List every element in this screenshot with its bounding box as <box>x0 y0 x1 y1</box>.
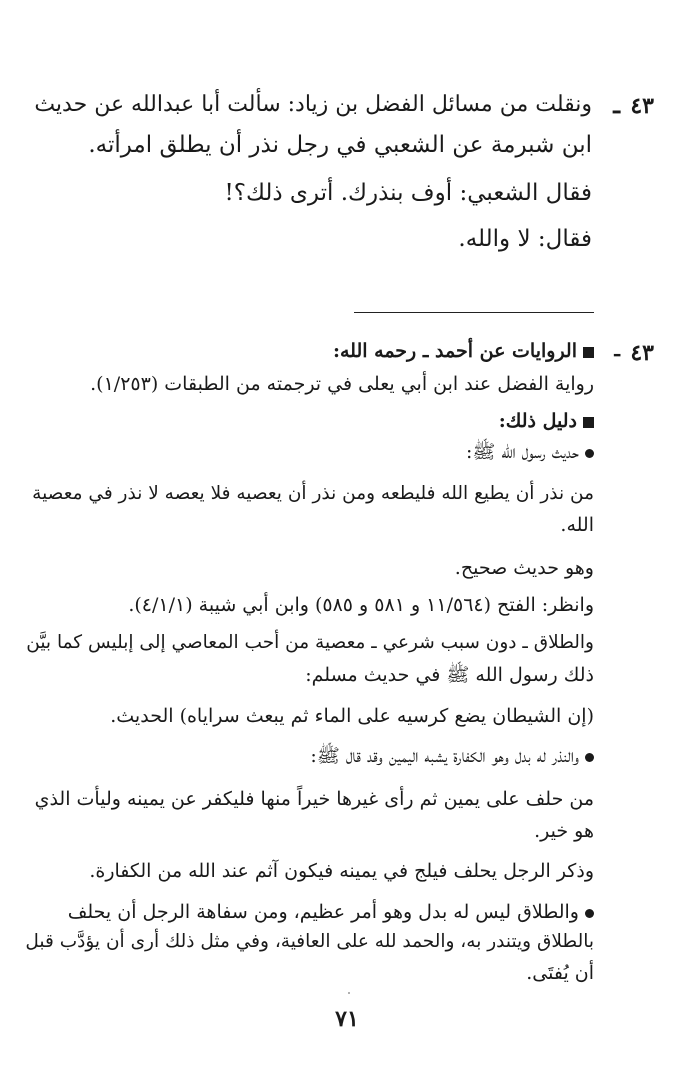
main-line-2: ابن شبرمة عن الشعبي في رجل نذر أن يطلق امرأته. <box>88 132 592 158</box>
page-number: ٧١ <box>335 1006 359 1032</box>
footnote-number: ٤٣ <box>630 340 654 366</box>
footnote-line-3-text: حديث رسول الله ﷺ: <box>466 441 579 463</box>
footnote-heading-text: الروايات عن أحمد ـ رحمه الله: <box>332 340 577 362</box>
footnote-line-7: وانظر: الفتح (١١/٥٦٤ و ٥٨١ و ٥٨٥) وابن أبي شيبة (٤/١/١). <box>128 594 594 616</box>
footnote-line-15 <box>68 901 594 924</box>
square-bullet-icon <box>583 417 594 428</box>
footnote-line-8: والطلاق ـ دون سبب شرعي ـ معصية من أحب المعاصي إلى إبليس كما بيَّن <box>26 632 594 653</box>
footnote-subheading <box>499 410 594 433</box>
footnote-line-12: من حلف على يمين ثم رأى غيرها خيراً منها فليكفر عن يمينه وليأت الذي <box>34 788 594 810</box>
main-line-4: فقال: لا والله. <box>458 226 592 252</box>
footnote-line-11 <box>310 745 594 768</box>
footnote-line-17: أن يُفتَى. <box>526 962 594 984</box>
footnote-dash: ـ <box>614 339 620 361</box>
footnote-line-3 <box>466 441 594 464</box>
footnote-heading <box>333 340 594 363</box>
footnote-line-5: الله. <box>560 514 594 536</box>
main-line-3: فقال الشعبي: أوف بنذرك. أترى ذلك؟! <box>224 180 592 206</box>
main-line-1: ونقلت من مسائل الفضل بن زياد: سألت أبا عبدالله عن حديث <box>34 92 592 117</box>
round-bullet-icon <box>585 753 594 762</box>
footnote-line-6: وهو حديث صحيح. <box>454 557 594 579</box>
footnote-line-4: من نذر أن يطيع الله فليطعه ومن نذر أن يعصيه فلا يعصه لا نذر في معصية <box>32 483 594 504</box>
round-bullet-icon <box>585 449 594 458</box>
square-bullet-icon <box>583 347 594 358</box>
footnote-line-14: وذكر الرجل يحلف فيلج في يمينه فيكون آثم عند الله من الكفارة. <box>89 860 594 882</box>
paragraph-dash: ـ <box>613 92 620 119</box>
footnote-line-13: هو خير. <box>534 820 594 842</box>
print-speck <box>348 992 350 994</box>
footnote-line-11-text: والنذر له بدل وهو الكفارة يشبه اليمين وقد قال ﷺ: <box>310 745 579 767</box>
round-bullet-icon <box>585 909 594 918</box>
footnote-line-1: رواية الفضل عند ابن أبي يعلى في ترجمته من الطبقات (١/٢٥٣). <box>90 373 594 395</box>
footnote-line-9: ذلك رسول الله ﷺ في حديث مسلم: <box>305 664 594 686</box>
footnote-line-15-text: والطلاق ليس له بدل وهو أمر عظيم، ومن سفاهة الرجل أن يحلف <box>67 901 579 923</box>
paragraph-number: ٤٣ <box>630 93 654 119</box>
footnote-line-16: بالطلاق ويتندر به، والحمد لله على العافية، وفي مثل ذلك أرى أن يؤدَّب قبل <box>25 931 594 952</box>
footnote-line-10: (إن الشيطان يضع كرسيه على الماء ثم يبعث سراياه) الحديث. <box>110 705 594 727</box>
footnote-subheading-text: دليل ذلك: <box>498 410 577 432</box>
footnote-separator <box>354 312 594 313</box>
